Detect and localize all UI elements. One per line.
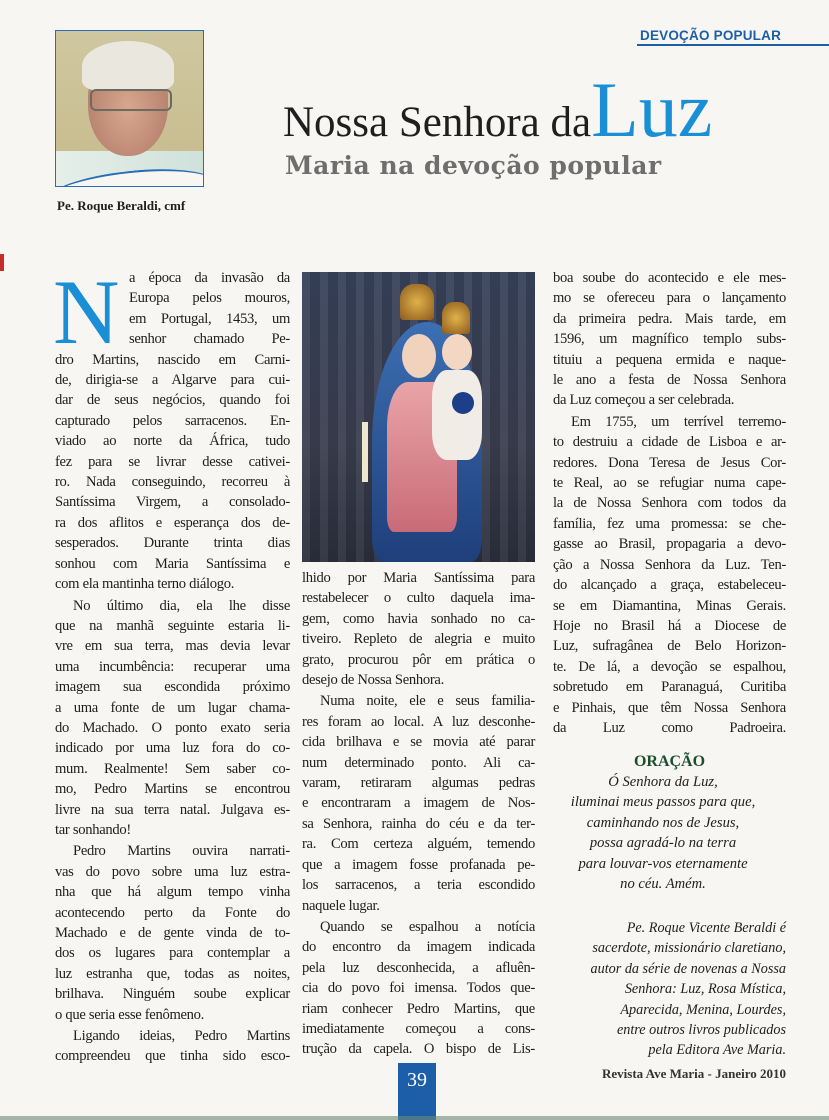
text-line: Luz, sufragânea de Belo Horizon- (553, 638, 786, 655)
text-line: cia do povo foi imensa. Todos que- (302, 980, 535, 997)
text-line: a época da invasão da (129, 270, 290, 286)
text-line: pela Editora Ave Maria. (648, 1042, 786, 1059)
article-subtitle: Maria na devoção popular (285, 151, 662, 180)
text-line: uma incumbência: recuperar uma (55, 658, 290, 675)
text-line: tiveiro. Repleto de alegria e muito (302, 631, 535, 648)
paragraph (55, 841, 290, 1025)
text-line: No último dia, ela lhe disse (73, 597, 290, 614)
bottom-strip (0, 1116, 829, 1120)
text-line: Aparecida, Menina, Lourdes, (620, 1001, 786, 1018)
text-line: sacerdote, missionário claretiano, (592, 940, 786, 957)
text-line: pela luz desconhecida, a afluên- (302, 959, 535, 976)
text-line: que a imagem fosse profanada pe- (302, 856, 535, 873)
text-line: da primeira pedra. Mais tarde, em (553, 310, 786, 327)
column-3 (553, 268, 786, 739)
text-line: ro. Nada conseguindo, recorreu à (55, 474, 290, 491)
text-line: los sarracenos, a teria escondido (302, 877, 535, 894)
text-line: redores. Dona Teresa de Jesus Cor- (553, 454, 786, 471)
page-number: 39 (398, 1063, 436, 1120)
text-line: Hoje no Brasil há a Diocese de (553, 617, 786, 634)
text-line: dar de seus negócios, quando foi (55, 392, 290, 409)
text-line: tar sonhando! (55, 821, 131, 838)
drop-cap: N (53, 261, 120, 363)
text-line: dro Martins, nascido em Carni- (55, 351, 290, 368)
text-line: te. De lá, a devoção se espalhou, (553, 658, 786, 675)
text-line: mo, Pedro Martins se encontrou (55, 781, 290, 798)
text-line: possa agradá-lo na terra (589, 835, 737, 852)
text-line: viado ao norte da África, tudo (55, 433, 290, 450)
text-line: sesperados. Durante trinta dias (55, 535, 290, 552)
text-line: te Real, ao se refugiar numa cape- (553, 475, 786, 492)
text-line: da Luz como Padroeira. (553, 719, 786, 736)
column-1 (53, 261, 290, 1068)
text-line: livre na sua terra natal. Julgava es- (55, 801, 290, 818)
text-line: caminhando nos de Jesus, (586, 814, 740, 831)
text-line: gem, como havia sonhado no ca- (302, 610, 535, 627)
author-caption: Pe. Roque Beraldi, cmf (57, 198, 186, 213)
text-line: senhor chamado Pe- (129, 331, 290, 348)
text-line: e Pinhais, que têm Nossa Senhora (553, 699, 786, 716)
magazine-source: Revista Ave Maria - Janeiro 2010 (601, 1066, 786, 1081)
text-line: to destruiu a cidade de Lisboa e ar- (553, 434, 786, 451)
title-main: Nossa Senhora da (283, 99, 592, 146)
text-line: Pedro Martins ouvira narrati- (73, 843, 290, 860)
text-line: Numa noite, ele e seus familia- (320, 693, 535, 710)
text-line: autor da série de novenas a Nossa (590, 960, 786, 977)
text-line: naquele lugar. (302, 897, 380, 914)
text-line: e encontraram a imagem de Nos- (302, 795, 535, 812)
text-line: acontecendo perto da Fonte do (55, 904, 290, 921)
text-line: varam, retiraram algumas pedras (302, 775, 535, 792)
text-line: restabelecer o culto daquela ima- (302, 590, 535, 607)
text-line: gasse ao Brasil, propagaria a devo- (553, 536, 786, 553)
text-line: do Machado. O ponto exato seria (55, 719, 290, 736)
text-line: do alcançado a graça, estabeleceu- (553, 577, 786, 594)
text-line: ção a Nossa Senhora da Luz. Ten- (553, 556, 786, 573)
text-line: la de Nossa Senhora com todos da (553, 495, 786, 512)
text-line: para louvar-vos eternamente (578, 855, 748, 872)
text-line: no céu. Amém. (620, 876, 706, 893)
text-line: ra. Com certeza alguém, temendo (302, 836, 535, 853)
text-line: Santíssima Virgem, a consolado- (55, 494, 290, 511)
text-line: trução da capela. O bispo de Lis- (302, 1041, 535, 1058)
text-line: mum. Realmente! Sem saber co- (55, 760, 290, 777)
text-line: brilhava. Ninguém soube explicar (55, 986, 290, 1003)
section-label: DEVOÇÃO POPULAR (640, 28, 782, 43)
title-highlight: Luz (591, 66, 713, 153)
text-line: Ligando ideias, Pedro Martins (73, 1028, 290, 1045)
article-title (283, 66, 713, 153)
author-bio (540, 918, 786, 1061)
text-line: Machado e de gente vinda de to- (55, 925, 290, 941)
text-line: a uma fonte de um lugar chama- (55, 699, 290, 716)
text-line: entre outros livros publicados (616, 1022, 786, 1039)
column-2 (302, 568, 535, 1061)
text-line: Ó Senhora da Luz, (608, 774, 718, 790)
author-photo (55, 30, 204, 187)
text-line: num determinado ponto. Ali ca- (302, 754, 535, 771)
text-line: família, fez uma promessa: se che- (553, 515, 786, 532)
text-line: que na manhã seguinte estaria li- (55, 617, 290, 634)
text-line: em Portugal, 1453, um (129, 310, 290, 327)
paragraph (302, 568, 535, 690)
text-line: tituiu a pequena ermida e naque- (553, 351, 786, 368)
section-rule (637, 44, 829, 46)
text-line: dos os lugares para contemplar a (55, 945, 290, 962)
text-line: compreendeu que tinha sido esco- (55, 1048, 290, 1065)
text-line: o que seria esse fenômeno. (55, 1006, 205, 1023)
text-line: imediatamente começou a cons- (302, 1020, 535, 1037)
paragraph (302, 691, 535, 915)
prayer-text (540, 772, 786, 894)
text-line: sa Senhora, rainha do céu e da ter- (302, 815, 535, 832)
text-line: mo se ofereceu para o lançamento (553, 290, 786, 307)
text-line: riam conhecer Pedro Martins, que (302, 1000, 535, 1017)
text-line: de, dirigia-se a Algarve para cui- (55, 372, 290, 389)
text-line: luz estranha que, todas as noites, (55, 965, 290, 982)
paragraph (302, 917, 535, 1060)
text-line: res foram ao local. A luz desconhe- (302, 713, 535, 730)
paragraph (55, 596, 290, 841)
text-line: boa soube do acontecido e ele mes- (553, 270, 786, 286)
text-line: do encontro da imagem indicada (302, 939, 535, 956)
page-edge-mark (0, 254, 4, 271)
paragraph (55, 1026, 290, 1067)
text-line: desejo de Nossa Senhora. (302, 672, 444, 689)
paragraph (553, 412, 786, 739)
text-line: Senhora: Luz, Rosa Mística, (624, 981, 786, 998)
text-line: le ano a festa de Nossa Senhora (553, 372, 786, 389)
text-line: vre em sua terra, mas devia levar (55, 638, 290, 655)
text-line: Quando se espalhou a notícia (320, 918, 535, 935)
text-line: 1596, um magnífico templo subs- (553, 331, 786, 348)
text-line: com ela mantinha terno diálogo. (55, 576, 235, 593)
text-line: Europa pelos mouros, (129, 290, 290, 307)
statue-photo (302, 272, 535, 562)
text-line: capturado pelos sarracenos. En- (55, 412, 290, 429)
text-line: vas do povo sobre uma luz estra- (55, 863, 290, 880)
text-line: grato, procurou pôr em prática o (302, 651, 535, 668)
text-line: fez para se livrar desse cativei- (55, 453, 290, 470)
text-line: se em Diamantina, Minas Gerais. (553, 597, 786, 614)
prayer-title: ORAÇÃO (633, 753, 706, 770)
text-line: sobretudo em Paranaguá, Curitiba (553, 679, 786, 696)
text-line: cida brilhava e se movia até parar (302, 734, 535, 751)
text-line: lhido por Maria Santíssima para (302, 570, 535, 586)
text-line: imagem sua escondida próximo (55, 679, 290, 696)
text-line: nha que há algum tempo vinha (55, 884, 290, 901)
text-line: ra dos aflitos e esperança dos de- (55, 514, 290, 531)
text-line: Pe. Roque Vicente Beraldi é (626, 920, 786, 936)
text-line: indicado por uma luz fora do co- (55, 740, 290, 757)
text-line: Em 1755, um terrível terremo- (571, 413, 786, 430)
paragraph (553, 268, 786, 411)
text-line: da Luz começou a ser celebrada. (553, 392, 735, 409)
text-line: iluminai meus passos para que, (570, 794, 756, 811)
text-line: sonhou com Maria Santíssima e (55, 555, 290, 572)
